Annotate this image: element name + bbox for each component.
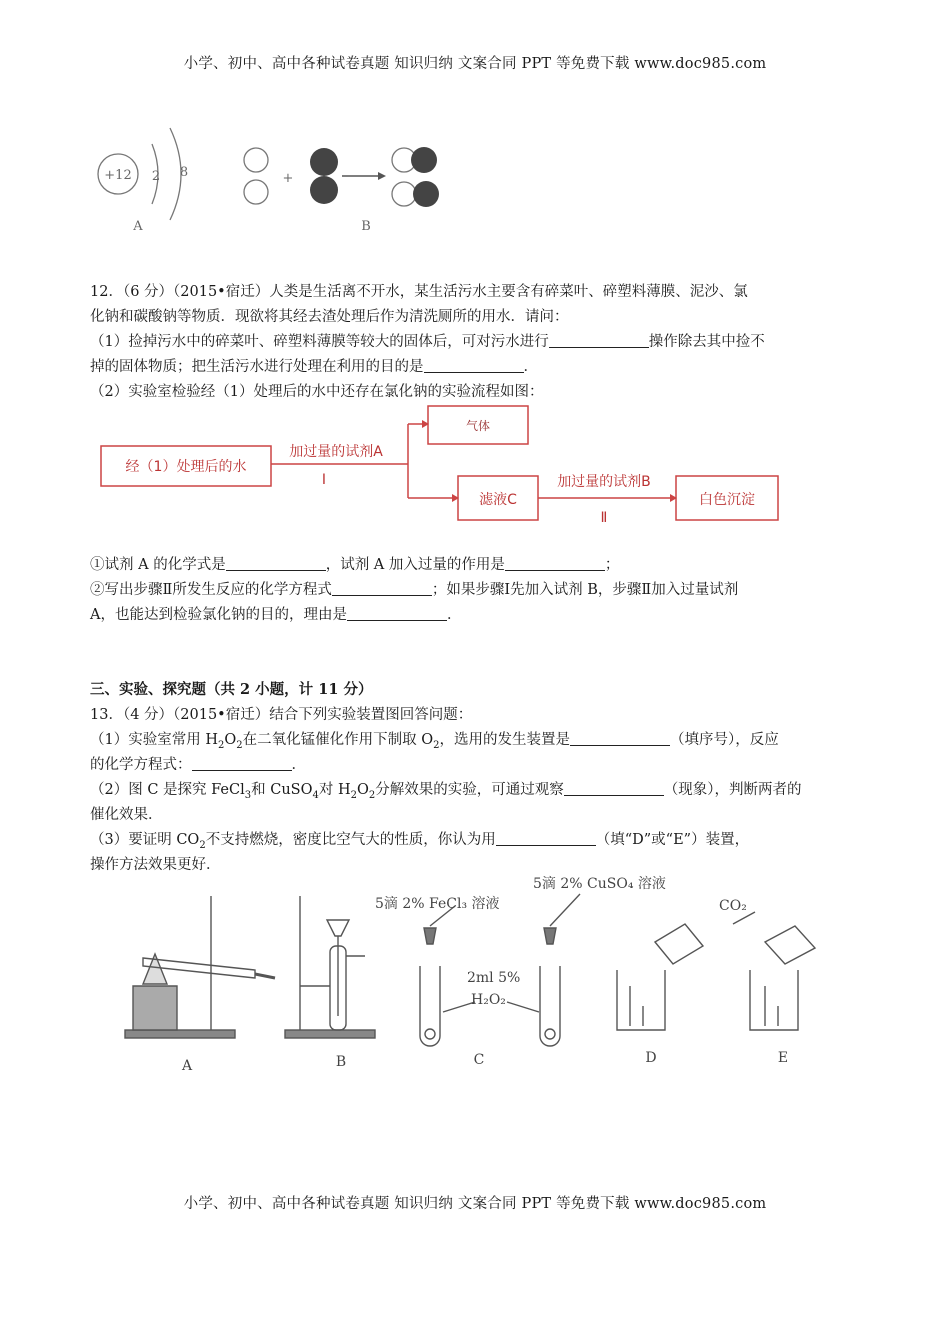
label-co2: CO₂ (719, 898, 747, 914)
q12-line3 (90, 330, 765, 351)
label-apparatus-a: A (181, 1058, 193, 1074)
dropper-c2 (544, 928, 556, 944)
q12-line6-mid: ，试剂 A 加入过量的作用是 (325, 557, 505, 573)
q12-line3-tail: 操作除去其中捡不 (648, 334, 765, 350)
q13-line4-mid: 分解效果的实验，可通过观察 (375, 782, 564, 798)
beaker-d (617, 970, 665, 1030)
q12-line4-text: 掉的固体物质；把生活污水进行处理在利用的目的是 (90, 359, 424, 375)
liquid-c1 (425, 1029, 435, 1039)
flow-diagram (96, 400, 796, 535)
q13-line4-tail: （现象），判断两者的 (663, 782, 802, 798)
product-white-2 (392, 182, 416, 206)
answer-blank[interactable] (424, 358, 524, 374)
q13-line6-tail: （填“D”或“E”）装置， (595, 832, 750, 848)
answer-blank[interactable] (496, 831, 596, 847)
atom-dark-2 (310, 176, 338, 204)
q12-line6-tail: ； (604, 557, 620, 573)
q12-line3-text: （1）捡掉污水中的碎菜叶、碎塑料薄膜等较大的固体后，可对污水进行 (90, 334, 549, 350)
product-dark-2 (413, 181, 439, 207)
flow-step1-label: Ⅰ (321, 472, 327, 488)
subscript: 2 (368, 789, 376, 801)
label-h2o2-amount: 2ml 5% (467, 970, 521, 986)
wood-block-a (133, 986, 177, 1030)
q13-line2-mid: 在二氧化锰催化作用下制取 O (242, 732, 434, 748)
subscript: 3 (244, 789, 252, 801)
label-apparatus-e: E (777, 1050, 789, 1066)
flow-step2-label: Ⅱ (600, 510, 608, 526)
figure-atom-reaction (88, 120, 448, 240)
q13-line4 (90, 778, 802, 801)
test-tube-c1 (420, 966, 440, 1046)
q13-line2 (90, 728, 779, 751)
q12-line1: 12．（6 分）（2015•宿迁）人类是生活离不开水，某生活污水主要含有碎菜叶、碎塑料薄膜、泥沙、氯 (90, 284, 748, 300)
q13-line3-text: 的化学方程式： (90, 757, 192, 773)
q12-line4 (90, 355, 538, 376)
answer-blank[interactable] (332, 581, 432, 597)
q13-line1: 13．（4 分）（2015•宿迁）结合下列实验装置图回答问题： (90, 707, 473, 723)
liquid-c2 (545, 1029, 555, 1039)
label-apparatus-d: D (645, 1050, 657, 1066)
label-apparatus-b: B (335, 1054, 347, 1070)
answer-blank[interactable] (564, 781, 664, 797)
q12-line4-tail: ． (523, 359, 538, 375)
page-footer: 小学、初中、高中各种试卷真题 知识归纳 文案合同 PPT 等免费下载 www.doc985.com (183, 1196, 767, 1212)
flow-precipitate-label: 白色沉淀 (699, 492, 755, 508)
q13-line3-tail: ． (291, 757, 306, 773)
gas-jar-e (765, 926, 815, 964)
answer-blank[interactable] (192, 756, 292, 772)
flow-reagent-b-label: 加过量的试剂B (557, 474, 651, 490)
answer-blank[interactable] (549, 333, 649, 349)
plus-sign: + (282, 171, 294, 186)
stand-base-b (285, 1030, 375, 1038)
q12-line7-text: ②写出步骤Ⅱ所发生反应的化学方程式 (90, 582, 332, 598)
apparatus-figure (115, 866, 865, 1081)
leader-line-h2o2-2 (507, 1002, 539, 1012)
label-h2o2: H₂O₂ (471, 992, 506, 1008)
q12-line6-text: ①试剂 A 的化学式是 (90, 557, 226, 573)
reaction-arrowhead (378, 172, 386, 180)
q13-line7: 操作方法效果更好． (90, 857, 221, 873)
q13-line2-o: O (224, 732, 237, 748)
q13-line2-ask: ，选用的发生装置是 (439, 732, 570, 748)
flow-reagent-a-label: 加过量的试剂A (289, 444, 383, 460)
subscript: 2 (199, 839, 206, 851)
q13-line4-cuso: 和 CuSO (251, 782, 313, 798)
subscript: 2 (350, 789, 357, 801)
subscript: 2 (217, 739, 225, 751)
flow-start-label: 经（1）处理后的水 (125, 459, 247, 475)
q12-line7-tail: ；如果步骤Ⅰ先加入试剂 B，步骤Ⅱ加入过量试剂 (431, 582, 739, 598)
q13-line6-text: （3）要证明 CO (90, 832, 200, 848)
label-b: B (361, 219, 371, 234)
q13-line5: 催化效果． (90, 807, 163, 823)
q12-line8-tail: ． (446, 607, 462, 623)
label-a: A (133, 219, 143, 234)
stand-base-a (125, 1030, 235, 1038)
gas-jar-d (655, 924, 703, 964)
q13-line4-text: （2）图 C 是探究 FeCl (90, 782, 245, 798)
subscript: 2 (433, 739, 440, 751)
section-title: 三、实验、探究题（共 2 小题，计 11 分） (90, 681, 373, 698)
label-fecl3-drops: 5滴 2% FeCl₃ 溶液 (375, 896, 500, 912)
answer-blank[interactable] (570, 731, 670, 747)
subscript: 4 (312, 789, 319, 801)
atom-dark-1 (310, 148, 338, 176)
q12-line2: 化钠和碳酸钠等物质．现欲将其经去渣处理后作为清洗厕所的用水．请问： (90, 309, 569, 325)
leader-line-c2 (550, 894, 580, 926)
atom-white-2 (244, 180, 268, 204)
nucleus-charge: +12 (104, 168, 132, 183)
subscript: 2 (236, 739, 243, 751)
q12-line7 (90, 578, 738, 599)
q12-line8 (90, 603, 461, 624)
answer-blank[interactable] (226, 556, 326, 572)
atom-white-1 (244, 148, 268, 172)
test-tube-c2 (540, 966, 560, 1046)
flow-gas-label: 气体 (465, 419, 491, 433)
q12-line8-text: A，也能达到检验氯化钠的目的，理由是 (90, 607, 347, 623)
q13-line3 (90, 753, 306, 774)
q13-line4-o: O (357, 782, 369, 798)
answer-blank[interactable] (505, 556, 605, 572)
q12-line6 (90, 553, 619, 574)
q13-line2-text: （1）实验室常用 H (90, 732, 218, 748)
funnel-b (327, 920, 349, 936)
product-dark-1 (411, 147, 437, 173)
flow-filtrate-label: 滤液C (479, 492, 517, 508)
label-apparatus-c: C (473, 1052, 485, 1068)
q13-line6-mid: 不支持燃烧，密度比空气大的性质，你认为用 (205, 832, 496, 848)
answer-blank[interactable] (347, 606, 447, 622)
beaker-e (750, 970, 798, 1030)
q13-line2-tail: （填序号），反应 (670, 732, 779, 748)
q13-line4-h: 对 H (318, 782, 351, 798)
shell-2-count: 8 (179, 165, 189, 180)
q13-line6 (90, 828, 749, 851)
q12-line5: （2）实验室检验经（1）处理后的水中还存在氯化钠的实验流程如图： (90, 384, 544, 400)
shell-1-count: 2 (151, 169, 161, 184)
page-header: 小学、初中、高中各种试卷真题 知识归纳 文案合同 PPT 等免费下载 www.doc985.com (183, 56, 767, 72)
dropper-c1 (424, 928, 436, 944)
label-cuso4-drops: 5滴 2% CuSO₄ 溶液 (533, 876, 666, 892)
tube-outlet-a (255, 974, 275, 978)
